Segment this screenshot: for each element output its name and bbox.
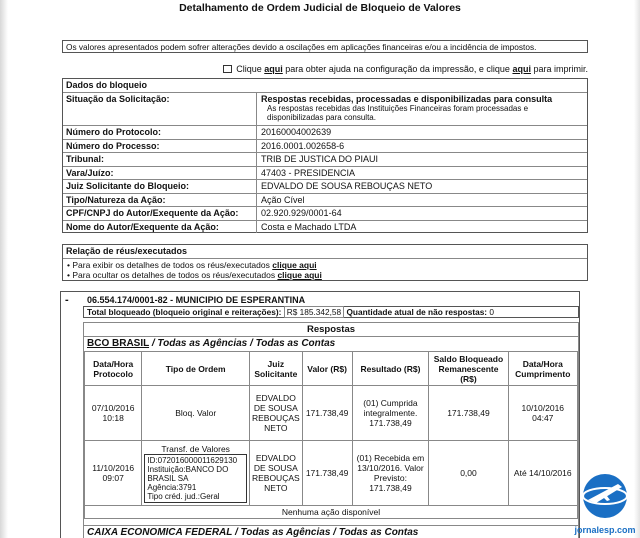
transfer-tipo-credito: Tipo créd. jud.:Geral [147, 491, 220, 501]
bank-line [84, 337, 578, 351]
dados-value: Ação Cível [261, 194, 305, 205]
globe-plane-icon [574, 470, 636, 522]
dados-label: Vara/Juízo: [63, 167, 257, 180]
printer-icon [223, 65, 232, 73]
reus-bullet: • [67, 270, 70, 280]
dados-row [63, 139, 587, 153]
dados-row [63, 166, 587, 180]
cell-data: 11/10/2016 09:07 [85, 441, 142, 506]
situacao-row [63, 92, 587, 125]
dados-value: TRIB DE JUSTICA DO PIAUI [261, 154, 379, 164]
total-label: Total bloqueado (bloqueio original e reiterações): [87, 307, 282, 317]
cell-juiz: EDVALDO DE SOUSA REBOUÇAS NETO [249, 386, 302, 441]
situacao-value: Respostas recebidas, processadas e disponibilizadas para consulta [261, 94, 553, 104]
total-bloqueado-box [83, 306, 579, 318]
table-row [85, 441, 578, 506]
table-row [85, 386, 578, 441]
bank-name[interactable]: BCO BRASIL [87, 338, 150, 349]
col-header: Saldo Bloqueado Remanescente (R$) [429, 352, 508, 386]
cell-saldo: 171.738,49 [429, 386, 508, 441]
situacao-sub: As respostas recebidas das Instituições Financeiras foram processadas e disponibilizadas para consulta. [267, 104, 529, 122]
watermark-logo [574, 470, 636, 536]
col-header: Juiz Solicitante [249, 352, 302, 386]
print-help-middle: para obter ajuda na configuração da impressão, e clique [285, 64, 510, 74]
situacao-value-cell [257, 93, 587, 125]
page-title: Detalhamento de Ordem Judicial de Bloqueio de Valores [179, 2, 461, 14]
print-help [200, 64, 588, 74]
print-help-suffix: para imprimir. [533, 64, 588, 74]
cell-tipo [142, 441, 250, 506]
hide-all-link[interactable]: clique aqui [277, 270, 322, 280]
no-action-text: Nenhuma ação disponível [85, 506, 578, 519]
page-shadow-left [0, 0, 8, 538]
tipo-label: Transf. de Valores [161, 443, 230, 454]
cell-valor: 171.738,49 [302, 441, 352, 506]
reus-header: Relação de réus/executados [66, 246, 188, 256]
dados-row [63, 193, 587, 207]
dados-value: 20160004002639 [261, 127, 332, 137]
total-value: R$ 185.342,58 [284, 306, 344, 318]
dados-label: Número do Protocolo: [63, 126, 257, 139]
table-footer-row [85, 506, 578, 519]
transfer-id: ID:072016000011629130 [147, 455, 238, 465]
cell-saldo: 0,00 [429, 441, 508, 506]
dados-value: EDVALDO DE SOUSA REBOUÇAS NETO [261, 181, 433, 191]
watermark-text: jornalesp.com [574, 525, 636, 535]
qtd-value: 0 [489, 307, 495, 317]
cell-cumprimento: 10/10/2016 04:47 [508, 386, 577, 441]
respostas-header: Respostas [84, 323, 578, 337]
reus-hide-text: Para ocultar os detalhes de todos os réus/executados [72, 270, 276, 280]
transfer-detail-box [144, 454, 247, 503]
dados-row [63, 220, 587, 234]
qtd-label: Quantidade atual de não respostas: [346, 307, 488, 317]
situacao-label: Situação da Solicitação: [63, 93, 257, 125]
col-header: Valor (R$) [302, 352, 352, 386]
col-header: Resultado (R$) [352, 352, 429, 386]
col-header: Data/Hora Protocolo [85, 352, 142, 386]
reus-bullet: • [67, 260, 70, 270]
respostas-table [84, 351, 578, 519]
dados-bloqueio-box [62, 78, 588, 233]
dados-value: 47403 - PRESIDENCIA [261, 167, 356, 178]
dados-label: Número do Processo: [63, 140, 257, 153]
dados-label: Tribunal: [63, 153, 257, 166]
page-shadow-right [634, 0, 640, 538]
next-bank-line[interactable]: CAIXA ECONOMICA FEDERAL / Todas as Agências / Todas as Contas [84, 525, 578, 538]
table-header-row [85, 352, 578, 386]
dados-row [63, 152, 587, 166]
respostas-panel [83, 322, 579, 538]
print-link[interactable]: aqui [512, 64, 531, 74]
notice-text: Os valores apresentados podem sofrer alterações devido a oscilações em aplicações financeiras e/ou a incidência de impostos. [66, 42, 537, 52]
cell-juiz: EDVALDO DE SOUSA REBOUÇAS NETO [249, 441, 302, 506]
cell-data: 07/10/2016 10:18 [85, 386, 142, 441]
executado-name: 06.554.174/0001-82 - MUNICIPIO DE ESPERANTINA [87, 295, 306, 305]
reus-show-text: Para exibir os detalhes de todos os réus/executados [72, 260, 270, 270]
dados-row [63, 179, 587, 193]
cell-resultado: (01) Recebida em 13/10/2016. Valor Previsto: 171.738,49 [352, 441, 429, 506]
dados-row [63, 206, 587, 220]
dados-value: Costa e Machado LTDA [261, 221, 357, 232]
reus-line-show [67, 260, 317, 270]
cell-resultado: (01) Cumprida integralmente. 171.738,49 [352, 386, 429, 441]
bank-suffix: / Todas as Agências / Todas as Contas [151, 338, 336, 349]
cell-valor: 171.738,49 [302, 386, 352, 441]
print-help-prefix: Clique [236, 64, 262, 74]
col-header: Data/Hora Cumprimento [508, 352, 577, 386]
dados-header: Dados do bloqueio [66, 80, 147, 90]
collapse-toggle[interactable]: - [65, 294, 69, 306]
cell-cumprimento: Até 14/10/2016 [508, 441, 577, 506]
show-all-link[interactable]: clique aqui [272, 260, 317, 270]
dados-value: 02.920.929/0001-64 [261, 208, 342, 218]
reus-divider [63, 258, 587, 259]
reus-box [62, 244, 588, 281]
transfer-instituicao: Instituição:BANCO DO BRASIL SA [147, 464, 229, 483]
cell-tipo: Bloq. Valor [142, 386, 250, 441]
dados-value: 2016.0001.002658-6 [261, 140, 345, 151]
transfer-agencia: Agência:3791 [147, 482, 197, 492]
dados-label: Juiz Solicitante do Bloqueio: [63, 180, 257, 193]
dados-label: Tipo/Natureza da Ação: [63, 194, 257, 207]
executado-block [60, 291, 580, 538]
print-config-link[interactable]: aqui [264, 64, 283, 74]
notice-box [62, 40, 588, 53]
dados-row [63, 125, 587, 139]
dados-label: CPF/CNPJ do Autor/Exequente da Ação: [63, 207, 257, 220]
dados-label: Nome do Autor/Exequente da Ação: [63, 221, 257, 234]
col-header: Tipo de Ordem [142, 352, 250, 386]
reus-line-hide [67, 270, 322, 280]
